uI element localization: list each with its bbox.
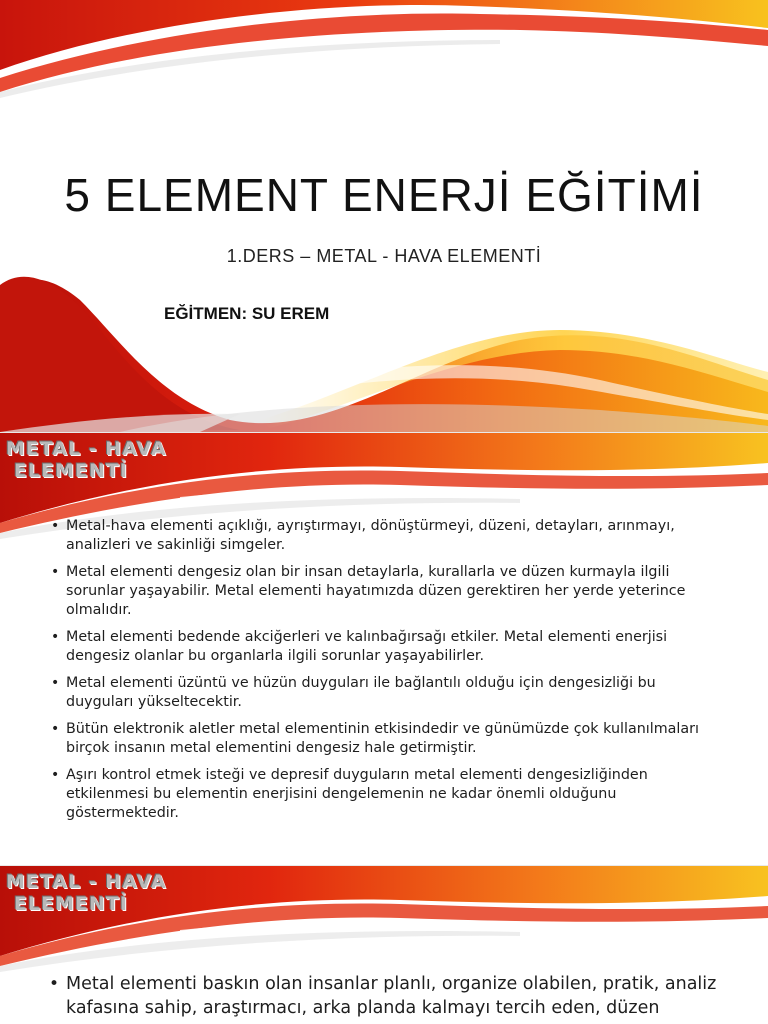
list-item-text: Metal elementi üzüntü ve hüzün duyguları ile bağlantılı olduğu için dengesizliği bu duyguları yükseltecektir. [66, 675, 656, 710]
list-item-text: Metal elementi baskın olan insanlar planlı, organize olabilen, pratik, analiz kafasına sahip, araştırmacı, arka planda kalmayı tercih eden, düzen [66, 974, 717, 1018]
list-item-text: Metal-hava elementi açıklığı, ayrıştırmayı, dönüştürmeyi, düzeni, detayları, arınmayı, analizleri ve sakinliği simgeler. [66, 518, 675, 553]
presentation-title: 5 ELEMENT ENERJİ EĞİTİMİ [64, 169, 704, 221]
slide-heading [6, 871, 206, 915]
slide-heading-line2: ELEMENTİ [14, 460, 128, 482]
list-item [48, 628, 718, 666]
bullet-list [48, 517, 718, 831]
slide-heading-line1: METAL - HAVA [6, 871, 167, 893]
list-item-text: Metal elementi dengesiz olan bir insan detaylarla, kurallarla ve düzen kurmayla ilgili sorunlar yaşayabilir. Metal elementi hayatımızda düzen gerektiren her yerde yeterince olmalıdır. [66, 564, 686, 618]
list-item [48, 517, 718, 555]
list-item-text: Metal elementi bedende akciğerleri ve kalınbağırsağı etkiler. Metal elementi enerjisi dengesiz olanlar bu organlarla ilgili sorunlar yaşayabilirler. [66, 629, 668, 664]
list-item [48, 766, 718, 823]
slide-heading-line1: METAL - HAVA [6, 438, 167, 460]
bullet-icon: • [49, 974, 60, 994]
bullet-icon: • [51, 564, 60, 580]
bullet-icon: • [51, 629, 60, 645]
bullet-icon: • [51, 721, 60, 737]
trainer-name: EĞİTMEN: SU EREM [164, 304, 330, 323]
slide-heading-line2: ELEMENTİ [14, 893, 128, 915]
bullet-icon: • [51, 518, 60, 534]
list-item [48, 674, 718, 712]
bullet-icon: • [51, 767, 60, 783]
list-item [46, 972, 736, 1020]
list-item [48, 563, 718, 620]
bullet-list [46, 972, 736, 1020]
slide-heading [6, 438, 206, 482]
content-slide-2 [0, 866, 768, 1024]
lesson-subtitle: 1.DERS – METAL - HAVA ELEMENTİ [226, 246, 542, 266]
list-item-text: Bütün elektronik aletler metal elementinin etkisindedir ve günümüzde çok kullanılmaları birçok insanın metal elementini dengesiz hale getirmiştir. [66, 721, 700, 756]
list-item [48, 720, 718, 758]
bullet-icon: • [51, 675, 60, 691]
title-slide [0, 0, 768, 432]
list-item-text: Aşırı kontrol etmek isteği ve depresif duyguların metal elementi dengesizliğinden etkilenmesi bu elementin enerjisini dengelemenin ne kadar önemli olduğunu göstermektedir. [66, 767, 648, 821]
content-slide-1 [0, 433, 768, 865]
